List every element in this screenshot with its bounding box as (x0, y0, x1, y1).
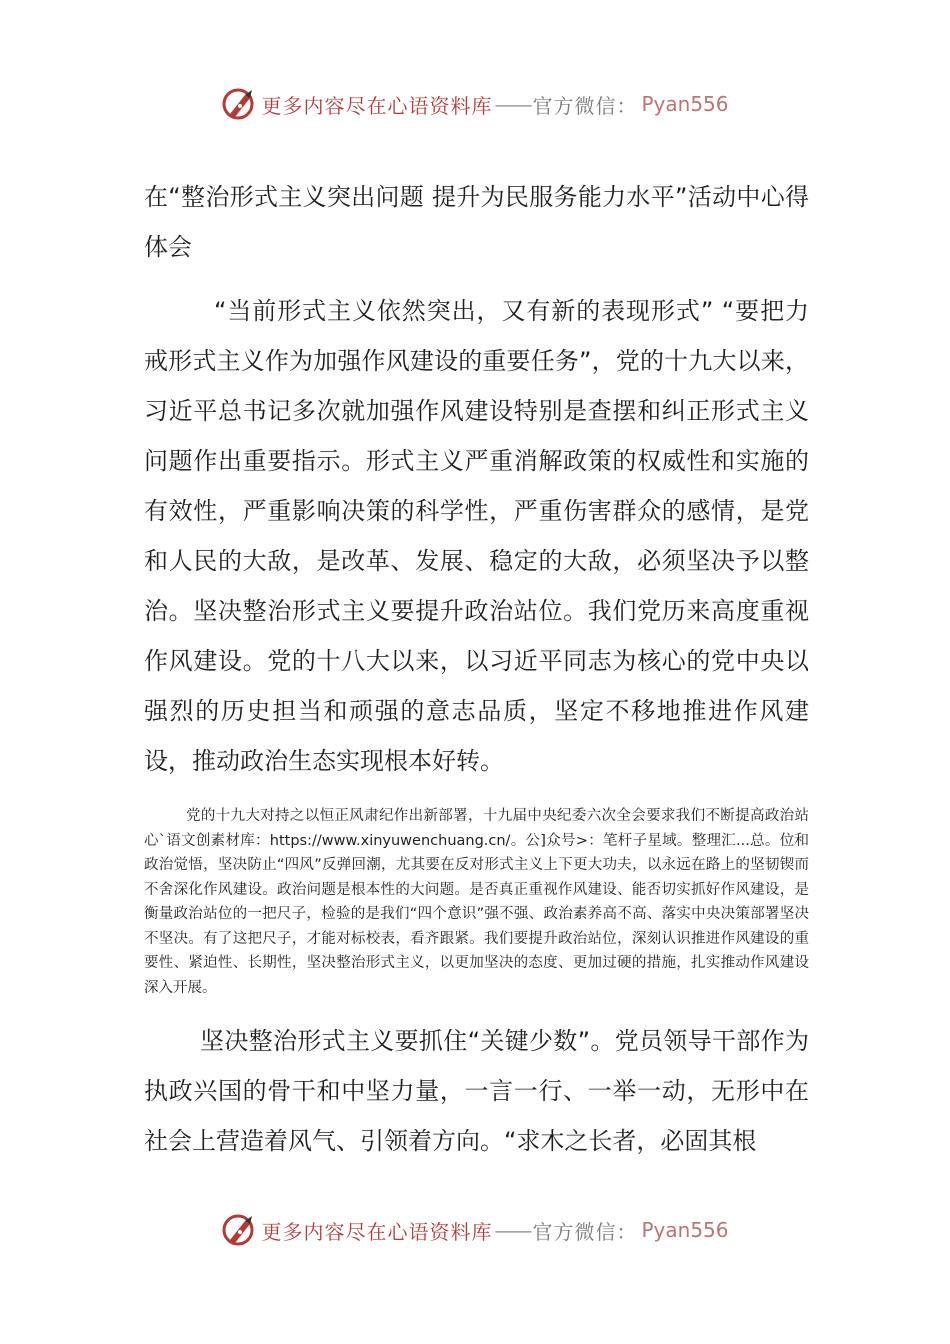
pen-nib-logo-icon (221, 1212, 257, 1248)
paragraph-2: 党的十九大对持之以恒正风肃纪作出新部署，十九届中央纪委六次全会要求我们不断提高政治站心`语文创素材库：https://www.xinyuwenchuang.cn/。公]众号>：笔杆子星域。整理汇...总。位和政治觉悟，坚决防止“四风”反弹回潮，尤其要在反对形式主义上下更大功夫，以永远在路上的坚韧锲而不舍深化作风建设。政治问题是根本性的大问题。是否真正重视作风建设、能否切实抓好作风建设，是衡量政治站位的一把尺子，检验的是我们“四个意识”强不强、政治素养高不高、落实中央决策部署坚决不坚决。有了这把尺子，才能对标校表，看齐跟紧。我们要提升政治站位，深刻认识推进作风建设的重要性、紧迫性、长期性，坚决整治形式主义，以更加坚决的态度、更加过硬的措施，扎实推动作风建设深入开展。 (144, 808, 809, 996)
document-body (144, 172, 809, 1166)
banner-promo-text: 更多内容尽在心语资料库 (261, 93, 493, 118)
banner-wechat-label: 官方微信： (532, 93, 638, 118)
banner-wechat-label: 官方微信： (532, 1219, 638, 1244)
pen-nib-logo-icon (221, 86, 257, 122)
banner-promo-text: 更多内容尽在心语资料库 (261, 1219, 493, 1244)
paragraph-3: 坚决整治形式主义要抓住“关键少数”。党员领导干部作为执政兴国的骨干和中坚力量，一言一行、一举一动，无形中在社会上营造着风气、引领着方向。“求木之长者，必固其根 (144, 1027, 809, 1155)
banner-wechat-id: Pyan556 (641, 92, 729, 116)
document-title: 在“整治形式主义突出问题 提升为民服务能力水平”活动中心得体会 (144, 183, 809, 261)
footer-banner (0, 1206, 950, 1254)
paragraph-1: “当前形式主义依然突出，又有新的表现形式” “要把力戒形式主义作为加强作风建设的重要任务”，党的十九大以来，习近平总书记多次就加强作风建设特别是查摆和纠正形式主义问题作出重要指示。形式主义严重消解政策的权威性和实施的有效性，严重影响决策的科学性，严重伤害群众的感情，是党和人民的大敌，是改革、发展、稳定的大敌，必须坚决予以整治。坚决整治形式主义要提升政治站位。我们党历来高度重视作风建设。党的十八大以来，以习近平同志为核心的党中央以强烈的历史担当和顽强的意志品质，坚定不移地推进作风建设，推动政治生态实现根本好转。 (144, 297, 809, 775)
header-banner (0, 80, 950, 128)
banner-dash: —— (494, 92, 531, 116)
banner-wechat-id: Pyan556 (641, 1218, 729, 1242)
banner-dash: —— (494, 1218, 531, 1242)
